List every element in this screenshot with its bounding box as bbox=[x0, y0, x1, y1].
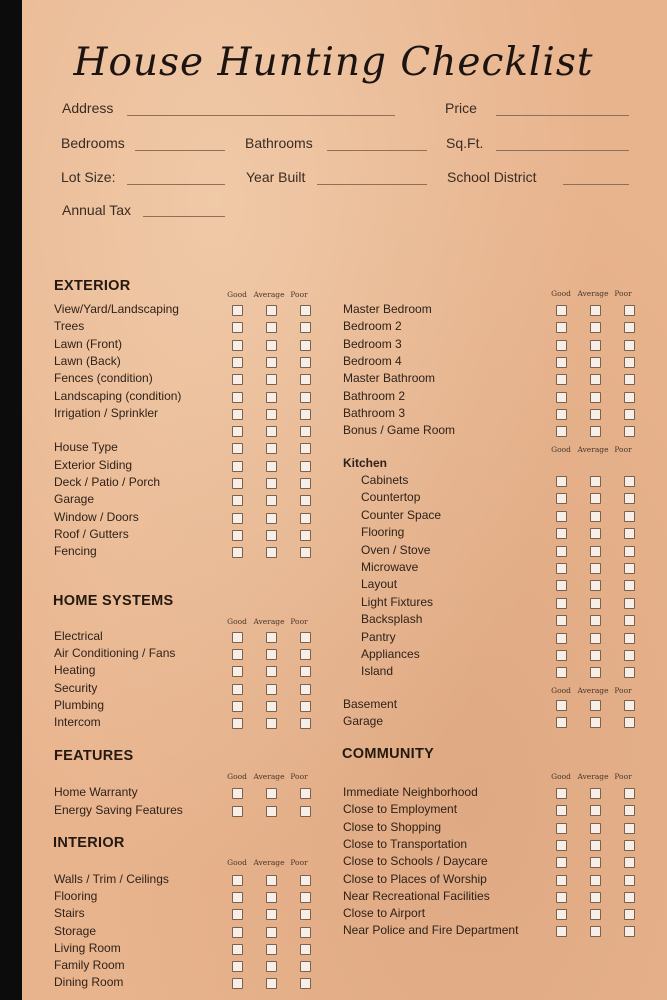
item-label-electrical: Electrical bbox=[54, 629, 103, 643]
checklist-row bbox=[0, 440, 667, 457]
good-checkbox[interactable] bbox=[232, 684, 243, 695]
poor-checkbox[interactable] bbox=[624, 563, 635, 574]
average-header: Average bbox=[253, 858, 285, 867]
item-label-roof-gutters: Roof / Gutters bbox=[54, 526, 129, 541]
good-header: Good bbox=[227, 772, 247, 781]
poor-checkbox[interactable] bbox=[624, 598, 635, 609]
good-checkbox[interactable] bbox=[556, 700, 567, 711]
good-header: Good bbox=[551, 445, 571, 454]
average-checkbox[interactable] bbox=[590, 840, 601, 851]
good-checkbox[interactable] bbox=[556, 909, 567, 920]
average-checkbox[interactable] bbox=[590, 392, 601, 403]
rating-header bbox=[225, 772, 309, 781]
good-checkbox[interactable] bbox=[556, 598, 567, 609]
good-checkbox[interactable] bbox=[556, 374, 567, 385]
poor-header: Poor bbox=[290, 617, 308, 626]
average-checkbox[interactable] bbox=[590, 650, 601, 661]
checklist-row bbox=[0, 975, 667, 992]
average-checkbox[interactable] bbox=[590, 667, 601, 678]
good-header: Good bbox=[551, 289, 571, 298]
item-label-bathroom-2: Bathroom 2 bbox=[343, 388, 406, 403]
item-label-close-to-transportation: Close to Transportation bbox=[343, 836, 468, 851]
interior-heading: INTERIOR bbox=[53, 835, 125, 851]
good-checkbox[interactable] bbox=[556, 511, 567, 522]
checklist-row bbox=[0, 612, 667, 629]
good-checkbox[interactable] bbox=[556, 823, 567, 834]
item-label-window-doors: Window / Doors bbox=[54, 509, 139, 524]
school-district-line[interactable] bbox=[563, 184, 629, 185]
poor-checkbox[interactable] bbox=[624, 357, 635, 368]
good-checkbox[interactable] bbox=[556, 892, 567, 903]
item-label-near-recreational-facilities: Near Recreational Facilities bbox=[343, 888, 490, 903]
page-title: House Hunting Checklist bbox=[73, 40, 594, 85]
poor-checkbox[interactable] bbox=[624, 633, 635, 644]
kitchen-heading: Kitchen bbox=[343, 456, 388, 470]
address-label: Address bbox=[62, 100, 114, 116]
good-checkbox[interactable] bbox=[556, 493, 567, 504]
lot-size-label: Lot Size: bbox=[61, 169, 116, 185]
sqft-label: Sq.Ft. bbox=[446, 135, 484, 151]
bedrooms-label: Bedrooms bbox=[61, 135, 125, 151]
year-built-line[interactable] bbox=[317, 184, 427, 185]
item-label-storage: Storage bbox=[54, 923, 97, 938]
good-checkbox[interactable] bbox=[556, 357, 567, 368]
poor-checkbox[interactable] bbox=[300, 443, 311, 454]
average-checkbox[interactable] bbox=[590, 909, 601, 920]
good-checkbox[interactable] bbox=[556, 528, 567, 539]
good-checkbox[interactable] bbox=[556, 409, 567, 420]
good-checkbox[interactable] bbox=[556, 650, 567, 661]
checklist-row bbox=[0, 664, 667, 681]
kitchen-heading-row bbox=[0, 456, 388, 473]
average-checkbox[interactable] bbox=[590, 580, 601, 591]
item-label-deck-patio-porch: Deck / Patio / Porch bbox=[54, 475, 161, 489]
item-label-pantry: Pantry bbox=[361, 629, 396, 644]
item-label-home-warranty: Home Warranty bbox=[54, 785, 138, 799]
average-checkbox[interactable] bbox=[590, 546, 601, 557]
item-label-basement: Basement bbox=[343, 697, 398, 711]
item-label-near-police-and-fire-department: Near Police and Fire Department bbox=[343, 923, 519, 938]
item-label-bedroom-4: Bedroom 4 bbox=[343, 353, 402, 368]
poor-checkbox[interactable] bbox=[624, 546, 635, 557]
item-label-heating: Heating bbox=[54, 663, 96, 678]
item-label-bonus-game-room: Bonus / Game Room bbox=[343, 423, 456, 438]
item-label-trees: Trees bbox=[54, 319, 85, 334]
poor-checkbox[interactable] bbox=[624, 805, 635, 816]
poor-header: Poor bbox=[614, 289, 632, 298]
average-checkbox[interactable] bbox=[590, 788, 601, 799]
checklist-row bbox=[0, 473, 667, 490]
item-label-lawn-back: Lawn (Back) bbox=[54, 353, 121, 368]
poor-checkbox[interactable] bbox=[624, 788, 635, 799]
good-checkbox[interactable] bbox=[232, 944, 243, 955]
good-checkbox[interactable] bbox=[556, 667, 567, 678]
checklist-row bbox=[0, 906, 667, 923]
item-label-close-to-airport: Close to Airport bbox=[343, 906, 426, 921]
item-label-oven-stove: Oven / Stove bbox=[361, 542, 431, 557]
home-systems-heading: HOME SYSTEMS bbox=[53, 593, 174, 609]
checklist-row bbox=[0, 354, 667, 371]
poor-checkbox[interactable] bbox=[624, 717, 635, 728]
checklist-row bbox=[0, 525, 667, 542]
checklist-row bbox=[0, 337, 667, 354]
bathrooms-label: Bathrooms bbox=[245, 135, 313, 151]
average-header: Average bbox=[253, 617, 285, 626]
average-checkbox[interactable] bbox=[590, 892, 601, 903]
checklist-row bbox=[0, 714, 667, 731]
poor-checkbox[interactable] bbox=[624, 615, 635, 626]
good-checkbox[interactable] bbox=[556, 875, 567, 886]
average-checkbox[interactable] bbox=[590, 805, 601, 816]
item-label-light-fixtures: Light Fixtures bbox=[361, 594, 434, 609]
poor-checkbox[interactable] bbox=[624, 340, 635, 351]
item-label-fences-condition: Fences (condition) bbox=[54, 371, 153, 386]
poor-header: Poor bbox=[290, 290, 308, 299]
average-header: Average bbox=[577, 772, 609, 781]
poor-header: Poor bbox=[614, 686, 632, 695]
average-header: Average bbox=[577, 289, 609, 298]
poor-checkbox[interactable] bbox=[624, 926, 635, 937]
poor-checkbox[interactable] bbox=[624, 305, 635, 316]
checklist-row bbox=[0, 785, 667, 802]
poor-checkbox[interactable] bbox=[624, 511, 635, 522]
price-label: Price bbox=[445, 100, 477, 116]
item-label-walls-trim-ceilings: Walls / Trim / Ceilings bbox=[54, 872, 169, 886]
item-label-air-conditioning-fans: Air Conditioning / Fans bbox=[54, 646, 176, 661]
good-checkbox[interactable] bbox=[556, 546, 567, 557]
checklist-row bbox=[0, 802, 667, 819]
average-checkbox[interactable] bbox=[590, 615, 601, 626]
poor-checkbox[interactable] bbox=[624, 580, 635, 591]
checklist-row bbox=[0, 560, 667, 577]
average-header: Average bbox=[577, 445, 609, 454]
rating-header bbox=[549, 289, 633, 298]
good-checkbox[interactable] bbox=[556, 788, 567, 799]
item-label-family-room: Family Room bbox=[54, 958, 125, 972]
good-checkbox[interactable] bbox=[556, 857, 567, 868]
item-label-garage: Garage bbox=[54, 492, 95, 507]
item-label-living-room: Living Room bbox=[54, 940, 121, 955]
item-label-cabinets: Cabinets bbox=[361, 473, 409, 487]
poor-checkbox[interactable] bbox=[624, 528, 635, 539]
poor-checkbox[interactable] bbox=[624, 700, 635, 711]
item-label-dining-room: Dining Room bbox=[54, 975, 124, 990]
average-checkbox[interactable] bbox=[590, 823, 601, 834]
checklist-row bbox=[0, 577, 667, 594]
checklist-row bbox=[0, 923, 667, 940]
poor-checkbox[interactable] bbox=[624, 909, 635, 920]
checklist-row bbox=[0, 647, 667, 664]
average-checkbox[interactable] bbox=[266, 684, 277, 695]
average-header: Average bbox=[577, 686, 609, 695]
poor-checkbox[interactable] bbox=[624, 426, 635, 437]
sqft-line[interactable] bbox=[496, 150, 629, 151]
poor-checkbox[interactable] bbox=[624, 374, 635, 385]
good-checkbox[interactable] bbox=[556, 476, 567, 487]
average-checkbox[interactable] bbox=[590, 426, 601, 437]
poor-header: Poor bbox=[290, 858, 308, 867]
checklist-row bbox=[0, 490, 667, 507]
checklist-row bbox=[0, 371, 667, 388]
average-checkbox[interactable] bbox=[266, 443, 277, 454]
features-heading: FEATURES bbox=[54, 748, 134, 764]
poor-checkbox[interactable] bbox=[624, 840, 635, 851]
average-checkbox[interactable] bbox=[266, 978, 277, 989]
item-label-plumbing: Plumbing bbox=[54, 697, 105, 712]
poor-checkbox[interactable] bbox=[300, 944, 311, 955]
poor-checkbox[interactable] bbox=[624, 476, 635, 487]
checklist-row bbox=[0, 889, 667, 906]
checklist-row bbox=[0, 697, 667, 714]
poor-checkbox[interactable] bbox=[624, 667, 635, 678]
checklist-row bbox=[0, 820, 667, 837]
item-label-appliances: Appliances bbox=[361, 647, 420, 661]
item-label-microwave: Microwave bbox=[361, 560, 419, 574]
checklist-row bbox=[0, 423, 667, 440]
checklist-row bbox=[0, 543, 667, 560]
community-heading: COMMUNITY bbox=[342, 746, 435, 762]
poor-header: Poor bbox=[614, 772, 632, 781]
address-line[interactable] bbox=[127, 115, 395, 116]
checklist-row bbox=[0, 630, 667, 647]
average-header: Average bbox=[253, 290, 285, 299]
good-header: Good bbox=[551, 772, 571, 781]
average-checkbox[interactable] bbox=[590, 857, 601, 868]
poor-checkbox[interactable] bbox=[624, 322, 635, 333]
good-checkbox[interactable] bbox=[556, 563, 567, 574]
average-checkbox[interactable] bbox=[266, 961, 277, 972]
item-label-island: Island bbox=[361, 664, 394, 679]
average-checkbox[interactable] bbox=[590, 476, 601, 487]
checklist-row bbox=[0, 941, 667, 958]
average-checkbox[interactable] bbox=[590, 598, 601, 609]
poor-checkbox[interactable] bbox=[624, 892, 635, 903]
item-label-exterior-siding: Exterior Siding bbox=[54, 457, 133, 472]
poor-checkbox[interactable] bbox=[624, 650, 635, 661]
average-checkbox[interactable] bbox=[590, 374, 601, 385]
item-label-lawn-front: Lawn (Front) bbox=[54, 336, 123, 351]
item-label-house-type: House Type bbox=[54, 440, 118, 455]
good-checkbox[interactable] bbox=[556, 322, 567, 333]
checklist-row bbox=[0, 406, 667, 423]
item-label-bedroom-3: Bedroom 3 bbox=[343, 336, 402, 351]
average-checkbox[interactable] bbox=[590, 322, 601, 333]
checklist-row bbox=[0, 595, 667, 612]
checklist-row bbox=[0, 681, 667, 698]
item-label-immediate-neighborhood: Immediate Neighborhood bbox=[343, 785, 478, 799]
average-checkbox[interactable] bbox=[590, 409, 601, 420]
poor-header: Poor bbox=[614, 445, 632, 454]
good-checkbox[interactable] bbox=[556, 392, 567, 403]
item-label-landscaping-condition: Landscaping (condition) bbox=[54, 388, 182, 403]
good-checkbox[interactable] bbox=[232, 443, 243, 454]
item-label-view-yard-landscaping: View/Yard/Landscaping bbox=[54, 302, 179, 316]
good-checkbox[interactable] bbox=[556, 717, 567, 728]
poor-checkbox[interactable] bbox=[624, 857, 635, 868]
item-label-irrigation-sprinkler: Irrigation / Sprinkler bbox=[54, 405, 159, 420]
average-checkbox[interactable] bbox=[590, 700, 601, 711]
good-checkbox[interactable] bbox=[232, 961, 243, 972]
average-checkbox[interactable] bbox=[590, 926, 601, 937]
item-label-master-bathroom: Master Bathroom bbox=[343, 371, 436, 386]
average-checkbox[interactable] bbox=[590, 633, 601, 644]
item-label-bathroom-3: Bathroom 3 bbox=[343, 405, 406, 420]
average-checkbox[interactable] bbox=[590, 875, 601, 886]
average-checkbox[interactable] bbox=[590, 357, 601, 368]
item-label-countertop: Countertop bbox=[361, 490, 421, 505]
checklist-row bbox=[0, 958, 667, 975]
good-header: Good bbox=[227, 617, 247, 626]
good-checkbox[interactable] bbox=[556, 580, 567, 591]
checklist-row bbox=[0, 302, 667, 319]
good-header: Good bbox=[227, 858, 247, 867]
price-line[interactable] bbox=[496, 115, 629, 116]
item-label-flooring: Flooring bbox=[361, 525, 405, 540]
good-checkbox[interactable] bbox=[556, 840, 567, 851]
checklist-row bbox=[0, 837, 667, 854]
item-label-layout: Layout bbox=[361, 577, 398, 592]
average-checkbox[interactable] bbox=[590, 340, 601, 351]
checklist-row bbox=[0, 389, 667, 406]
checklist-row bbox=[0, 508, 667, 525]
item-label-bedroom-2: Bedroom 2 bbox=[343, 319, 402, 334]
good-checkbox[interactable] bbox=[556, 305, 567, 316]
poor-checkbox[interactable] bbox=[300, 684, 311, 695]
checklist-row bbox=[0, 854, 667, 871]
poor-checkbox[interactable] bbox=[624, 823, 635, 834]
year-built-label: Year Built bbox=[246, 169, 306, 185]
rating-header bbox=[549, 772, 633, 781]
average-header: Average bbox=[253, 772, 285, 781]
good-header: Good bbox=[227, 290, 247, 299]
item-label-intercom: Intercom bbox=[54, 715, 101, 729]
poor-header: Poor bbox=[290, 772, 308, 781]
item-label-close-to-shopping: Close to Shopping bbox=[343, 819, 442, 834]
annual-tax-line[interactable] bbox=[143, 216, 225, 217]
average-checkbox[interactable] bbox=[590, 563, 601, 574]
poor-checkbox[interactable] bbox=[624, 875, 635, 886]
item-label-stairs: Stairs bbox=[54, 906, 85, 921]
average-checkbox[interactable] bbox=[266, 944, 277, 955]
checklist-row bbox=[0, 319, 667, 336]
good-checkbox[interactable] bbox=[556, 426, 567, 437]
item-label-garage: Garage bbox=[343, 714, 384, 729]
bathrooms-line[interactable] bbox=[327, 150, 427, 151]
poor-checkbox[interactable] bbox=[300, 978, 311, 989]
bedrooms-line[interactable] bbox=[135, 150, 225, 151]
item-label-close-to-places-of-worship: Close to Places of Worship bbox=[343, 871, 487, 886]
item-label-energy-saving-features: Energy Saving Features bbox=[54, 802, 183, 817]
item-label-backsplash: Backsplash bbox=[361, 612, 423, 627]
poor-checkbox[interactable] bbox=[624, 409, 635, 420]
average-checkbox[interactable] bbox=[590, 305, 601, 316]
checklist-row bbox=[0, 872, 667, 889]
exterior-heading: EXTERIOR bbox=[54, 278, 131, 294]
good-checkbox[interactable] bbox=[556, 340, 567, 351]
annual-tax-label: Annual Tax bbox=[62, 202, 132, 218]
item-label-master-bedroom: Master Bedroom bbox=[343, 302, 432, 316]
item-label-security: Security bbox=[54, 680, 98, 695]
average-checkbox[interactable] bbox=[590, 511, 601, 522]
rating-header bbox=[225, 290, 309, 299]
average-checkbox[interactable] bbox=[590, 717, 601, 728]
average-checkbox[interactable] bbox=[590, 528, 601, 539]
good-checkbox[interactable] bbox=[556, 926, 567, 937]
good-checkbox[interactable] bbox=[556, 615, 567, 626]
good-header: Good bbox=[551, 686, 571, 695]
lot-size-line[interactable] bbox=[127, 184, 225, 185]
poor-checkbox[interactable] bbox=[624, 493, 635, 504]
item-label-counter-space: Counter Space bbox=[361, 507, 442, 522]
item-label-fencing: Fencing bbox=[54, 544, 97, 559]
school-district-label: School District bbox=[447, 169, 537, 185]
poor-checkbox[interactable] bbox=[624, 392, 635, 403]
item-label-close-to-schools-daycare: Close to Schools / Daycare bbox=[343, 854, 488, 869]
item-label-flooring: Flooring bbox=[54, 889, 98, 904]
item-label-close-to-employment: Close to Employment bbox=[343, 802, 458, 817]
average-checkbox[interactable] bbox=[590, 493, 601, 504]
good-checkbox[interactable] bbox=[556, 633, 567, 644]
good-checkbox[interactable] bbox=[556, 805, 567, 816]
poor-checkbox[interactable] bbox=[300, 961, 311, 972]
good-checkbox[interactable] bbox=[232, 978, 243, 989]
